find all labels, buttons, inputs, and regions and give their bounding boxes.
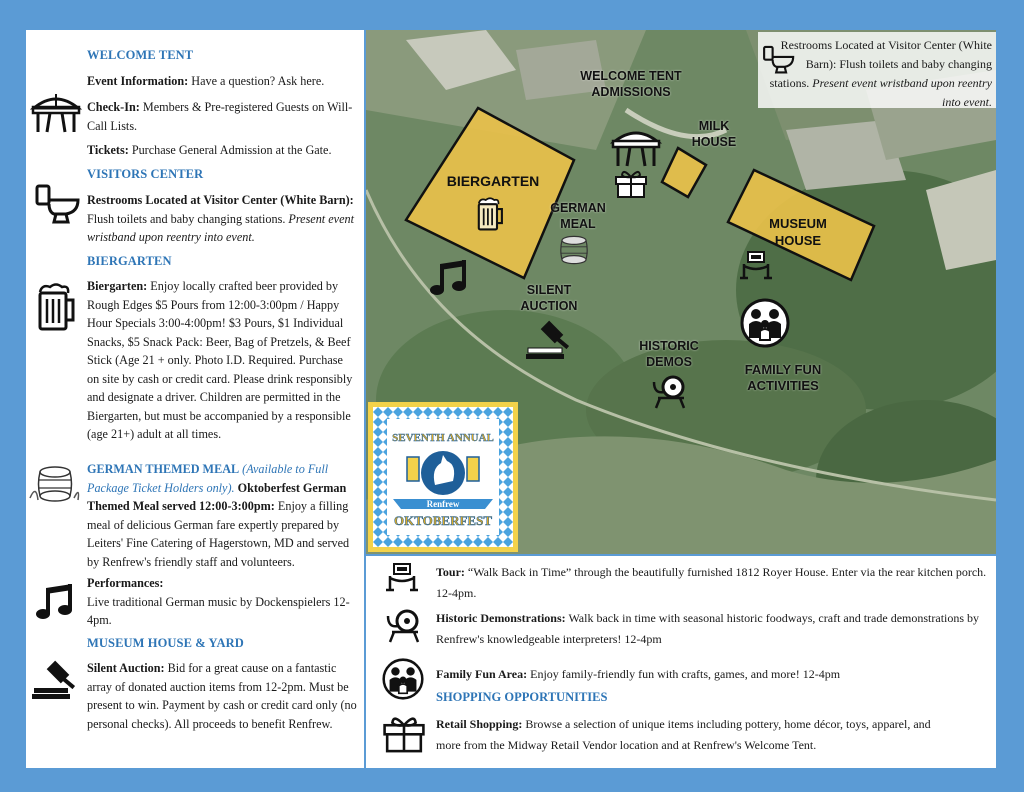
oktoberfest-logo-art — [373, 407, 513, 547]
tent-icon — [30, 90, 82, 134]
event-map — [366, 30, 996, 554]
tickets-text: Tickets: Purchase General Admission at the Gate. — [87, 143, 332, 157]
map-label-milk-house: MILK HOUSE — [691, 119, 737, 149]
map-label-family-fun: FAMILY FUN ACTIVITIES — [744, 362, 822, 393]
biergarten-building — [406, 108, 574, 278]
map-label-welcome-tent: WELCOME TENT ADMISSIONS — [580, 69, 682, 99]
gift-icon — [614, 168, 648, 198]
info-panel-bottom — [366, 556, 996, 768]
german-meal-text: GERMAN THEMED MEAL (Available to Full Package Ticket Holders only). Oktoberfest German Themed Meal served 12:00-3:00pm: Enjoy a filling meal of delicious German fare expertly prepared by Leiters' Fine Catering of Hagerstown, MD and served by Renfrew's friendly staff and volunteers. — [87, 462, 350, 569]
spinning-wheel-icon — [650, 374, 688, 410]
silent-auction-text: Silent Auction: Bid for a great cause on a fantastic array of donated auction items from 12-2pm. Must be present to win. Payment by cash or credit card only (no personal checks). All proceeds to benefit Renfrew. — [87, 661, 357, 731]
gavel-icon — [30, 658, 80, 700]
welcome-tent-heading: WELCOME TENT — [87, 48, 194, 62]
barrel-icon — [552, 234, 596, 266]
music-note-icon — [32, 582, 76, 622]
barrel-icon — [28, 464, 82, 504]
gift-icon — [382, 712, 426, 754]
historic-demos-text: Historic Demonstrations: Walk back in time with seasonal historic foodways, craft and trade demonstrations by Renfrew's knowledgeable interpreters! 12-4pm — [436, 611, 980, 646]
toilet-icon — [762, 44, 796, 74]
beer-mug-icon — [36, 282, 76, 332]
family-icon — [740, 298, 790, 348]
map-label-silent-auction: SILENT AUCTION — [520, 283, 578, 313]
logo-name-line: Renfrew — [426, 499, 460, 509]
toilet-icon — [34, 182, 82, 224]
beer-mug-icon — [476, 196, 504, 232]
visitors-center-heading: VISITORS CENTER — [87, 167, 204, 181]
performances-text: Performances: Live traditional German music by Dockenspielers 12-4pm. — [87, 576, 350, 627]
family-icon — [382, 658, 424, 700]
biergarten-text: Biergarten: Enjoy locally crafted beer provided by Rough Edges $5 Pours from 12:00-3:00pm / Happy Hour Specials 3:00-4:00pm! $3 Pours, $1 Individual Snacks, $5 Snack Pack: Beer, Bag of Pretzels, & Beef Stick (Age 21 + only. Photo I.D. Required. Purchase on site by cash or credit card. Please drink responsibly and designate a driver. Children are permitted in the Biergarten, but must be accompanied by a responsible (age 21+) adult at all times. — [87, 279, 353, 441]
gavel-icon — [524, 318, 574, 360]
logo-title-line: SEVENTH ANNUAL — [392, 432, 494, 444]
map-label-historic-demos: HISTORIC DEMOS — [639, 339, 699, 369]
map-label-museum-house: MUSEUM HOUSE — [769, 216, 827, 248]
tent-icon — [610, 124, 662, 168]
checkin-text: Check-In: Members & Pre-registered Guests on Will-Call Lists. — [87, 100, 353, 133]
museum-house-heading: MUSEUM HOUSE & YARD — [87, 636, 244, 650]
shopping-heading: SHOPPING OPPORTUNITIES — [436, 690, 608, 704]
info-panel-left — [26, 30, 364, 768]
music-note-icon — [426, 258, 470, 298]
visitors-restrooms-text: Restrooms Located at Visitor Center (White Barn): Flush toilets and baby changing stations. Present event wristband upon reentry into event. — [87, 193, 354, 244]
stanchion-icon — [738, 250, 774, 280]
biergarten-heading: BIERGARTEN — [87, 254, 172, 268]
tour-text: Tour: “Walk Back in Time” through the beautifully furnished 1812 Royer House. Enter via the rear kitchen porch. 12-4pm. — [436, 565, 987, 600]
map-restroom-note: Restrooms Located at Visitor Center (White Barn): Flush toilets and baby changing stations. Present event wristband upon reentry into event. — [758, 32, 996, 108]
logo-event-line: OKTOBERFEST — [393, 513, 493, 528]
oktoberfest-logo — [368, 402, 518, 552]
retail-shopping-text: Retail Shopping: Browse a selection of unique items including pottery, home décor, toys, apparel, and more from the Midway Retail Vendor location and at Renfrew's Welcome Tent. — [436, 717, 931, 752]
map-label-biergarten: BIERGARTEN — [446, 173, 540, 189]
spinning-wheel-icon — [384, 608, 422, 644]
family-fun-text: Family Fun Area: Enjoy family-friendly fun with crafts, games, and more! 12-4pm — [436, 667, 841, 681]
event-info-text: Event Information: Have a question? Ask here. — [87, 74, 325, 88]
milk-house-building — [662, 148, 706, 197]
map-label-german-meal: GERMAN MEAL — [550, 201, 606, 231]
stanchion-icon — [384, 562, 420, 592]
